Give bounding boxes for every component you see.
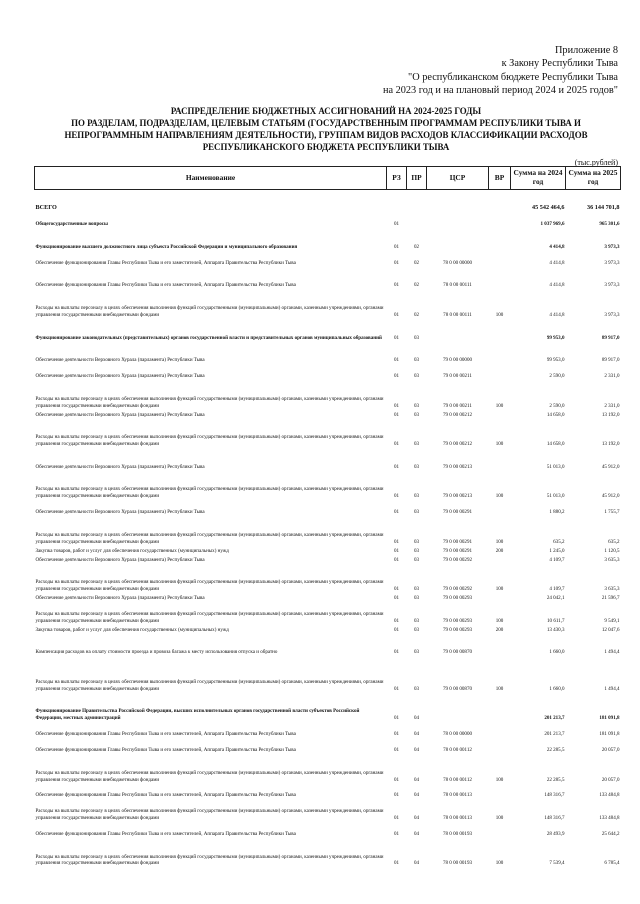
- row-sum-2025: 1 494,4: [604, 649, 620, 656]
- row-sum-2024: 201 213,7: [544, 731, 565, 738]
- table-row: [35, 319, 621, 342]
- row-pr: 02: [413, 259, 420, 266]
- row-sum-2025: 20 057,0: [601, 776, 620, 783]
- table-row: [35, 546, 621, 555]
- row-vr: 100: [495, 685, 504, 692]
- table-row: [35, 602, 621, 625]
- row-csr: 78 0 00 00000: [442, 731, 473, 738]
- title-line: НЕПРОГРАММНЫМ НАПРАВЛЕНИЯМ ДЕЯТЕЛЬНОСТИ), ГРУППАМ ВИДОВ РАСХОДОВ КЛАССИФИКАЦИИ РАСХОДОВ: [64, 129, 588, 140]
- row-pr: 02: [413, 282, 420, 289]
- row-pr: 04: [413, 860, 420, 867]
- row-sum-2024: 201 213,7: [544, 715, 565, 722]
- row-sum-2024: 22 285,5: [546, 746, 565, 753]
- row-sum-2025: 133 484,8: [599, 792, 620, 799]
- row-vr: [489, 448, 511, 471]
- row-rz: 01: [393, 509, 400, 516]
- row-sum-2025: 12 047,6: [601, 626, 620, 633]
- row-vr: 100: [495, 586, 504, 593]
- row-name: Закупка товаров, работ и услуг для обеспечения государственных (муниципальных) нужд: [35, 626, 229, 633]
- table-row: [35, 563, 621, 593]
- row-csr: 79 0 00 00211: [443, 373, 472, 380]
- row-csr: [427, 319, 489, 342]
- row-sum-2024: 24 042,1: [546, 595, 565, 602]
- header-sum-2025: Сумма на 2025 год: [566, 167, 621, 190]
- row-name: Компенсация расходов на оплату стоимости проезда и провоза багажа к месту использования отпуска и обратно: [35, 649, 278, 656]
- row-sum-2024: 1 660,0: [549, 685, 565, 692]
- appendix-line: Приложение 8: [555, 45, 618, 56]
- row-csr: [427, 190, 489, 213]
- row-sum-2024: 4 414,8: [549, 243, 565, 250]
- document-title: [40, 106, 612, 154]
- row-sum-2024: 99 953,0: [546, 334, 565, 341]
- row-sum-2025: 9 549,1: [604, 617, 620, 624]
- row-pr: [407, 212, 427, 228]
- row-csr: 79 0 00 00291: [442, 509, 473, 516]
- row-rz: 01: [393, 493, 400, 500]
- row-vr: 100: [495, 311, 504, 318]
- row-vr: 200: [495, 626, 504, 633]
- row-vr: [489, 266, 511, 289]
- row-sum-2025: 3 635,3: [604, 586, 620, 593]
- table-row: [35, 212, 621, 228]
- row-sum-2025: 6 785,4: [604, 860, 620, 867]
- row-rz: 01: [393, 538, 400, 545]
- row-vr: [489, 555, 511, 564]
- row-name: Обеспечение деятельности Верховного Хурала (парламента) Республики Тыва: [35, 357, 205, 364]
- row-csr: 78 0 00 00113: [443, 792, 472, 799]
- row-name: Функционирование законодательных (представительных) органов государственной власти и представительных органов муниципальных образований: [35, 334, 382, 341]
- row-sum-2024: 1 880,2: [549, 509, 565, 516]
- row-vr: 200: [495, 547, 504, 554]
- table-row: [35, 410, 621, 419]
- row-sum-2025: 181 091,8: [599, 715, 620, 722]
- table-row: [35, 516, 621, 546]
- header-name: Наименование: [35, 167, 387, 190]
- row-sum-2024: 14 658,0: [546, 441, 565, 448]
- row-vr: [489, 722, 511, 738]
- row-name: Обеспечение деятельности Верховного Хурала (парламента) Республики Тыва: [35, 411, 205, 418]
- row-sum-2025: 1 755,7: [604, 509, 620, 516]
- row-csr: [427, 228, 489, 251]
- row-vr: 100: [495, 493, 504, 500]
- row-pr: [407, 190, 427, 213]
- header-pr: ПР: [407, 167, 427, 190]
- row-pr: 03: [413, 334, 420, 341]
- row-sum-2024: 635,2: [553, 538, 565, 545]
- row-sum-2025: 1 494,4: [604, 685, 620, 692]
- row-rz: 01: [393, 746, 400, 753]
- row-pr: 03: [413, 493, 420, 500]
- table-row: [35, 380, 621, 410]
- row-sum-2024: 2 590,0: [549, 373, 565, 380]
- row-csr: 78 0 00 00111: [443, 311, 472, 318]
- row-csr: 79 0 00 00000: [442, 357, 473, 364]
- table-row: [35, 693, 621, 723]
- row-name: Расходы на выплаты персоналу в целях обеспечения выполнения функций государственными (муниципальными) органами, казенными учреждениями, органами управления государственными внебюджетными фондами: [35, 610, 384, 624]
- row-sum-2024: 148 316,7: [544, 815, 565, 822]
- table-row: [35, 266, 621, 289]
- row-csr: 79 0 00 00292: [442, 586, 473, 593]
- appendix-line: "О республиканском бюджете Республики Тыва: [408, 71, 618, 83]
- title-line: ПО РАЗДЕЛАМ, ПОДРАЗДЕЛАМ, ЦЕЛЕВЫМ СТАТЬЯМ (ГОСУДАРСТВЕННЫМ ПРОГРАММАМ РЕСПУБЛИКИ ТЫВА И: [71, 117, 581, 128]
- row-rz: 01: [393, 311, 400, 318]
- row-sum-2024: 10 611,7: [547, 617, 565, 624]
- table-row: [35, 418, 621, 448]
- row-sum-2025: 3 973,3: [604, 282, 620, 289]
- row-sum-2024: 1 245,0: [549, 547, 565, 554]
- row-rz: 01: [393, 259, 400, 266]
- table-row: [35, 656, 621, 693]
- row-pr: 04: [413, 731, 420, 738]
- header-vr: ВР: [489, 167, 511, 190]
- row-csr: 79 0 00 00870: [442, 649, 473, 656]
- table-row: [35, 754, 621, 784]
- row-sum-2024: 4 109,7: [549, 586, 565, 593]
- row-rz: 01: [393, 556, 400, 563]
- row-name: Обеспечение функционирования Главы Республики Тыва и его заместителей, Аппарата Правительства Республики Тыва: [35, 746, 296, 753]
- row-sum-2025: 89 917,0: [601, 357, 620, 364]
- table-header-row: [35, 167, 621, 190]
- row-rz: 01: [393, 221, 400, 228]
- row-rz: 01: [393, 685, 400, 692]
- row-pr: 03: [413, 547, 420, 554]
- row-rz: 01: [393, 860, 400, 867]
- row-sum-2024: 4 109,7: [549, 556, 565, 563]
- table-row: [35, 634, 621, 657]
- row-name: Функционирование Правительства Российской Федерации, высших исполнительных органов государственной власти субъектов Российской Федерации, местных администраций: [35, 708, 360, 722]
- row-rz: 01: [393, 357, 400, 364]
- table-row: [35, 838, 621, 868]
- row-rz: 01: [393, 815, 400, 822]
- row-rz: 01: [393, 586, 400, 593]
- row-sum-2024: 13 430,3: [546, 626, 565, 633]
- row-sum-2024: 45 542 464,6: [532, 204, 565, 212]
- row-pr: 03: [413, 463, 420, 470]
- row-sum-2025: 13 192,0: [601, 441, 620, 448]
- row-vr: 100: [495, 402, 504, 409]
- row-sum-2025: 3 635,3: [604, 556, 620, 563]
- row-rz: 01: [393, 617, 400, 624]
- row-pr: 04: [413, 830, 420, 837]
- row-vr: 100: [495, 776, 504, 783]
- row-pr: 03: [413, 373, 420, 380]
- row-csr: 78 0 00 00113: [443, 815, 472, 822]
- table-row: [35, 722, 621, 738]
- row-rz: 01: [393, 776, 400, 783]
- row-pr: 03: [413, 617, 420, 624]
- row-pr: 03: [413, 441, 420, 448]
- row-sum-2024: 14 658,0: [546, 411, 565, 418]
- row-vr: 100: [495, 860, 504, 867]
- row-vr: [489, 500, 511, 516]
- row-sum-2024: 1 037 969,6: [540, 221, 565, 228]
- row-vr: [489, 822, 511, 838]
- row-name: Обеспечение деятельности Верховного Хурала (парламента) Республики Тыва: [35, 373, 205, 380]
- row-rz: 01: [393, 649, 400, 656]
- row-pr: 04: [413, 776, 420, 783]
- row-vr: [489, 738, 511, 754]
- row-sum-2024: 4 414,8: [549, 311, 565, 318]
- row-vr: [489, 228, 511, 251]
- row-vr: 100: [495, 538, 504, 545]
- row-sum-2024: 51 013,0: [546, 463, 565, 470]
- row-csr: 78 0 00 00112: [443, 746, 472, 753]
- row-sum-2024: 4 414,8: [549, 259, 565, 266]
- row-vr: [489, 410, 511, 419]
- row-rz: 01: [393, 731, 400, 738]
- row-sum-2025: 45 912,0: [601, 493, 620, 500]
- row-csr: 78 0 00 00193: [442, 860, 473, 867]
- row-rz: 01: [393, 792, 400, 799]
- row-sum-2024: 4 414,8: [549, 282, 565, 289]
- row-vr: [489, 693, 511, 723]
- row-pr: 03: [413, 402, 420, 409]
- row-name: Расходы на выплаты персоналу в целях обеспечения выполнения функций государственными (муниципальными) органами, казенными учреждениями, органами управления государственными внебюджетными фондами: [35, 678, 384, 692]
- appendix-note: [318, 44, 618, 98]
- row-csr: 78 0 00 00111: [443, 282, 472, 289]
- row-sum-2024: 99 953,0: [546, 357, 565, 364]
- row-name: Расходы на выплаты персоналу в целях обеспечения выполнения функций государственными (муниципальными) органами, казенными учреждениями, органами управления государственными внебюджетными фондами: [35, 531, 384, 545]
- row-rz: 01: [393, 334, 400, 341]
- table-row: [35, 251, 621, 267]
- table-row: [35, 364, 621, 380]
- row-sum-2024: 7 539,4: [549, 860, 565, 867]
- row-name: Обеспечение функционирования Главы Республики Тыва и его заместителей, Аппарата Правительства Республики Тыва: [35, 282, 296, 289]
- row-name: Расходы на выплаты персоналу в целях обеспечения выполнения функций государственными (муниципальными) органами, казенными учреждениями, органами управления государственными внебюджетными фондами: [35, 853, 384, 867]
- table-row: [35, 783, 621, 799]
- row-sum-2025: 21 596,7: [601, 595, 620, 602]
- appendix-line: на 2023 год и на плановый период 2024 и 2025 годов": [382, 85, 618, 97]
- table-row: [35, 593, 621, 602]
- row-csr: 79 0 00 00212: [442, 441, 473, 448]
- row-sum-2024: 28 493,9: [546, 830, 565, 837]
- row-csr: 79 0 00 00213: [442, 493, 473, 500]
- table-row: [35, 625, 621, 634]
- row-name: Закупка товаров, работ и услуг для обеспечения государственных (муниципальных) нужд: [35, 547, 229, 554]
- row-pr: 03: [413, 685, 420, 692]
- row-rz: 01: [393, 282, 400, 289]
- row-vr: [489, 251, 511, 267]
- table-row: [35, 500, 621, 516]
- row-name: ВСЕГО: [35, 204, 57, 212]
- row-sum-2025: 36 144 701,8: [587, 204, 620, 212]
- row-sum-2024: 1 660,0: [549, 649, 565, 656]
- row-csr: 78 0 00 00193: [442, 830, 473, 837]
- row-vr: 100: [495, 441, 504, 448]
- units-label: (тыс.рублей): [574, 158, 618, 167]
- row-vr: [489, 341, 511, 364]
- row-sum-2025: 3 973,3: [604, 259, 620, 266]
- row-pr: 03: [413, 626, 420, 633]
- row-sum-2025: 3 973,3: [604, 243, 620, 250]
- row-pr: 03: [413, 538, 420, 545]
- row-sum-2024: 2 590,0: [549, 402, 565, 409]
- row-vr: [489, 212, 511, 228]
- table-body: [35, 190, 621, 868]
- title-line: РАСПРЕДЕЛЕНИЕ БЮДЖЕТНЫХ АССИГНОВАНИЙ НА 2024-2025 ГОДЫ: [170, 106, 482, 116]
- row-pr: 04: [413, 715, 420, 722]
- row-name: Расходы на выплаты персоналу в целях обеспечения выполнения функций государственными (муниципальными) органами, казенными учреждениями, органами управления государственными внебюджетными фондами: [35, 434, 384, 448]
- appendix-line: к Закону Республики Тыва: [501, 58, 618, 70]
- row-csr: 79 0 00 00292: [442, 556, 473, 563]
- row-pr: 04: [413, 746, 420, 753]
- budget-table: [34, 166, 621, 867]
- row-sum-2025: 13 192,0: [601, 411, 620, 418]
- row-pr: 03: [413, 595, 420, 602]
- table-row: [35, 799, 621, 822]
- row-pr: 03: [413, 556, 420, 563]
- row-pr: 03: [413, 411, 420, 418]
- table-row: [35, 822, 621, 838]
- row-sum-2025: 3 973,3: [604, 311, 620, 318]
- row-csr: [427, 693, 489, 723]
- row-csr: 79 0 00 00293: [442, 595, 473, 602]
- row-name: Расходы на выплаты персоналу в целях обеспечения выполнения функций государственными (муниципальными) органами, казенными учреждениями, органами управления государственными внебюджетными фондами: [35, 769, 384, 783]
- row-csr: 79 0 00 00211: [443, 402, 472, 409]
- row-pr: 02: [413, 243, 420, 250]
- row-rz: 01: [393, 243, 400, 250]
- row-sum-2025: 965 301,6: [599, 221, 620, 228]
- row-name: Обеспечение деятельности Верховного Хурала (парламента) Республики Тыва: [35, 463, 205, 470]
- row-pr: 03: [413, 357, 420, 364]
- row-csr: 79 0 00 00870: [442, 685, 473, 692]
- row-rz: 01: [393, 411, 400, 418]
- row-rz: 01: [393, 402, 400, 409]
- row-pr: 03: [413, 586, 420, 593]
- row-rz: 01: [393, 626, 400, 633]
- row-csr: 79 0 00 00291: [442, 547, 473, 554]
- row-pr: 03: [413, 649, 420, 656]
- header-rz: РЗ: [387, 167, 407, 190]
- row-pr: 04: [413, 792, 420, 799]
- row-rz: 01: [393, 441, 400, 448]
- row-name: Обеспечение деятельности Верховного Хурала (парламента) Республики Тыва: [35, 556, 205, 563]
- row-vr: [489, 593, 511, 602]
- row-csr: 79 0 00 00213: [442, 463, 473, 470]
- row-name: Расходы на выплаты персоналу в целях обеспечения выполнения функций государственными (муниципальными) органами, казенными учреждениями, органами управления государственными внебюджетными фондами: [35, 808, 384, 822]
- row-rz: [387, 190, 407, 213]
- row-sum-2025: 1 120,5: [604, 547, 620, 554]
- row-pr: 04: [413, 815, 420, 822]
- row-csr: 79 0 00 00291: [442, 538, 473, 545]
- row-sum-2024: 22 285,5: [546, 776, 565, 783]
- row-name: Расходы на выплаты персоналу в целях обеспечения выполнения функций государственными (муниципальными) органами, казенными учреждениями, органами управления государственными внебюджетными фондами: [35, 395, 384, 409]
- table-row: [35, 555, 621, 564]
- row-rz: 01: [393, 830, 400, 837]
- row-sum-2025: 2 331,0: [604, 373, 620, 380]
- row-csr: 79 0 00 00212: [442, 411, 473, 418]
- row-name: Расходы на выплаты персоналу в целях обеспечения выполнения функций государственными (муниципальными) органами, казенными учреждениями, органами управления государственными внебюджетными фондами: [35, 486, 384, 500]
- row-sum-2025: 45 912,0: [601, 463, 620, 470]
- row-sum-2025: 133 484,8: [599, 815, 620, 822]
- table-row: [35, 738, 621, 754]
- table-row: [35, 228, 621, 251]
- row-csr: 78 0 00 00112: [443, 776, 472, 783]
- row-pr: 02: [413, 311, 420, 318]
- row-rz: 01: [393, 547, 400, 554]
- row-sum-2025: 635,2: [608, 538, 620, 545]
- row-sum-2024: 51 013,0: [546, 493, 565, 500]
- table-row: [35, 289, 621, 319]
- header-sum-2024: Сумма на 2024 год: [511, 167, 566, 190]
- row-rz: 01: [393, 373, 400, 380]
- row-name: Обеспечение функционирования Главы Республики Тыва и его заместителей, Аппарата Правительства Республики Тыва: [35, 731, 296, 738]
- row-vr: [489, 634, 511, 657]
- row-csr: [427, 212, 489, 228]
- table-row: [35, 341, 621, 364]
- row-rz: 01: [393, 715, 400, 722]
- table-row: [35, 471, 621, 501]
- row-name: Обеспечение деятельности Верховного Хурала (парламента) Республики Тыва: [35, 509, 205, 516]
- row-vr: 100: [495, 815, 504, 822]
- row-vr: 100: [495, 617, 504, 624]
- row-name: Расходы на выплаты персоналу в целях обеспечения выполнения функций государственными (муниципальными) органами, казенными учреждениями, органами управления государственными внебюджетными фондами: [35, 304, 384, 318]
- header-csr: ЦСР: [427, 167, 489, 190]
- row-name: Расходы на выплаты персоналу в целях обеспечения выполнения функций государственными (муниципальными) органами, казенными учреждениями, органами управления государственными внебюджетными фондами: [35, 579, 384, 593]
- row-csr: 79 0 00 00293: [442, 617, 473, 624]
- title-line: РЕСПУБЛИКАНСКОГО БЮДЖЕТА РЕСПУБЛИКИ ТЫВА: [202, 141, 450, 152]
- row-sum-2025: 20 057,0: [601, 746, 620, 753]
- row-name: Обеспечение функционирования Главы Республики Тыва и его заместителей, Аппарата Правительства Республики Тыва: [35, 830, 296, 837]
- row-name: Обеспечение функционирования Главы Республики Тыва и его заместителей, Аппарата Правительства Республики Тыва: [35, 259, 296, 266]
- row-sum-2025: 89 917,0: [601, 334, 620, 341]
- table-row: [35, 448, 621, 471]
- row-rz: 01: [393, 463, 400, 470]
- row-name: Обеспечение деятельности Верховного Хурала (парламента) Республики Тыва: [35, 595, 205, 602]
- row-name: Обеспечение функционирования Главы Республики Тыва и его заместителей, Аппарата Правительства Республики Тыва: [35, 792, 296, 799]
- row-pr: 03: [413, 509, 420, 516]
- row-vr: [489, 190, 511, 213]
- row-vr: [489, 364, 511, 380]
- row-name: Функционирование высшего должностного лица субъекта Российской Федерации и муниципального образования: [35, 243, 298, 250]
- row-sum-2025: 25 644,2: [601, 830, 620, 837]
- row-name: Общегосударственные вопросы: [35, 221, 108, 228]
- row-sum-2025: 181 091,8: [599, 731, 620, 738]
- row-csr: 79 0 00 00293: [442, 626, 473, 633]
- row-vr: [489, 783, 511, 799]
- row-sum-2025: 2 331,0: [604, 402, 620, 409]
- table-row: [35, 190, 621, 213]
- row-rz: 01: [393, 595, 400, 602]
- row-sum-2024: 148 316,7: [544, 792, 565, 799]
- row-csr: 78 0 00 00000: [442, 259, 473, 266]
- row-vr: [489, 319, 511, 342]
